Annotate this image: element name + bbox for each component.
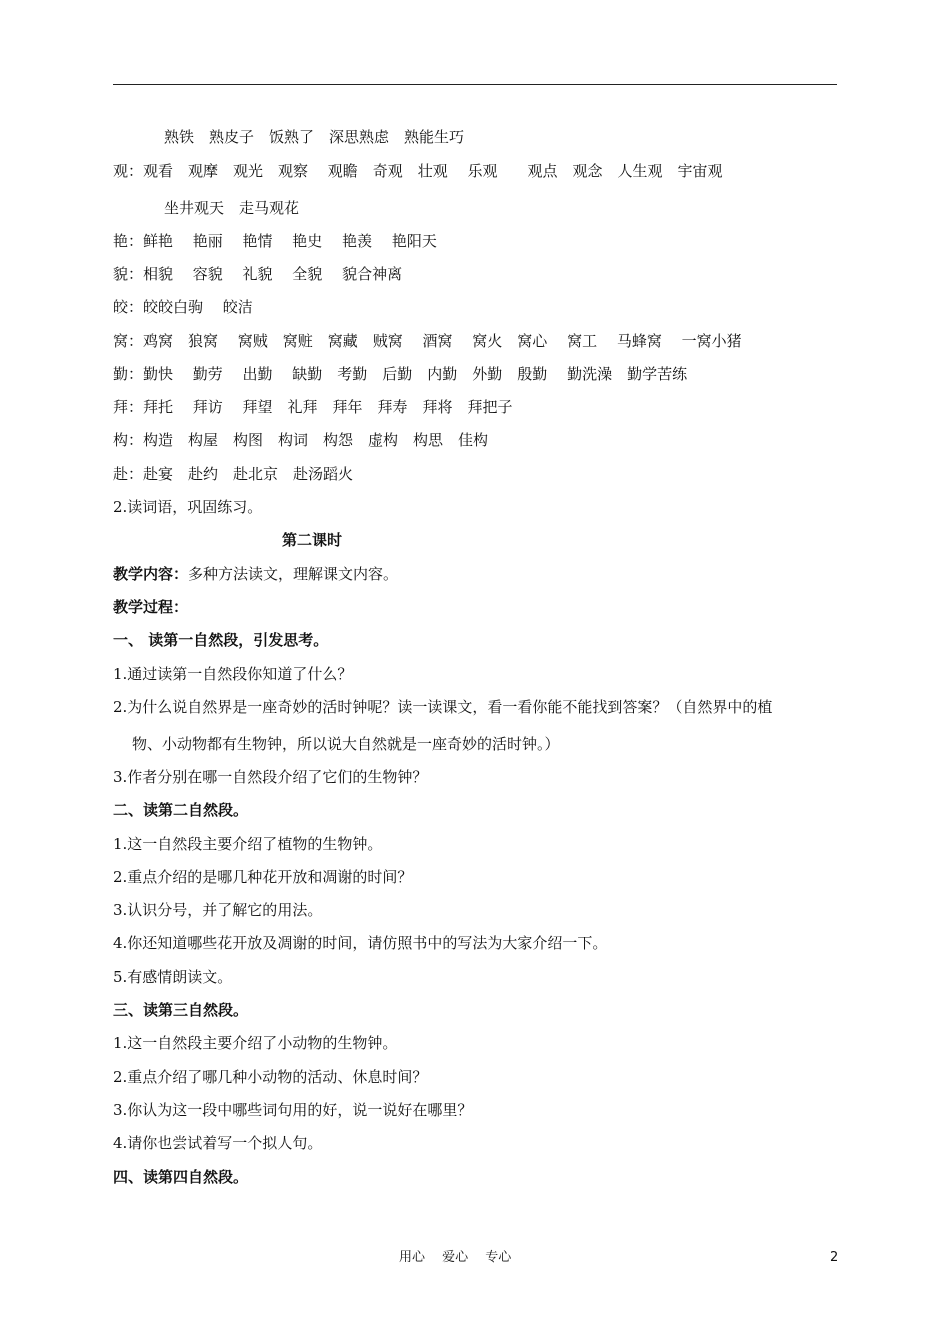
- step-heading: 四、读第四自然段。: [113, 1168, 249, 1186]
- paragraph: 3.认识分号，并了解它的用法。: [113, 901, 323, 919]
- paragraph: 2.为什么说自然界是一座奇妙的活时钟呢？读一读课文，看一看你能不能找到答案？（自然界中的植: [113, 698, 773, 716]
- paragraph: 2.读词语，巩固练习。: [113, 498, 263, 516]
- step-heading: 二、读第二自然段。: [113, 801, 249, 819]
- word-list-line: 坐井观天 走马观花: [164, 199, 300, 217]
- word-list-line: 构：构造 构屋 构图 构词 构怨 虚构 构思 佳构: [113, 431, 489, 449]
- paragraph: 5.有感情朗读文。: [113, 968, 233, 986]
- section-heading: 第二课时: [282, 531, 343, 549]
- word-list-line: 观：观看 观摩 观光 观察 观瞻 奇观 壮观 乐观 观点 观念 人生观 宇宙观: [113, 162, 723, 180]
- teaching-content-label: 教学内容：: [113, 565, 189, 583]
- word-list-line: 拜：拜托 拜访 拜望 礼拜 拜年 拜寿 拜将 拜把子: [113, 398, 513, 416]
- word-list-line: 熟铁 熟皮子 饭熟了 深思熟虑 熟能生巧: [164, 128, 465, 146]
- step-heading: 一、 读第一自然段，引发思考。: [113, 631, 329, 649]
- word-list-line: 赴：赴宴 赴约 赴北京 赴汤蹈火: [113, 465, 354, 483]
- step-heading: 三、读第三自然段。: [113, 1001, 249, 1019]
- word-list-line: 皎：皎皎白驹 皎洁: [113, 298, 253, 316]
- word-list-line: 勤：勤快 勤劳 出勤 缺勤 考勤 后勤 内勤 外勤 殷勤 勤洗澡 勤学苦练: [113, 365, 688, 383]
- paragraph: 3.你认为这一段中哪些词句用的好，说一说好在哪里？: [113, 1101, 473, 1119]
- teaching-content: [113, 564, 398, 584]
- word-list-line: 艳：鲜艳 艳丽 艳情 艳史 艳羡 艳阳天: [113, 232, 437, 250]
- paragraph: 2.重点介绍了哪几种小动物的活动、休息时间？: [113, 1068, 428, 1086]
- paragraph: 1.这一自然段主要介绍了小动物的生物钟。: [113, 1034, 398, 1052]
- footer-motto: 用心 爱心 专心: [399, 1250, 512, 1265]
- page-number: 2: [830, 1250, 839, 1265]
- word-list-line: 貌：相貌 容貌 礼貌 全貌 貌合神离: [113, 265, 403, 283]
- header-rule: [113, 84, 837, 85]
- word-list-line: 窝：鸡窝 狼窝 窝贼 窝赃 窝藏 贼窝 酒窝 窝火 窝心 窝工 马蜂窝 一窝小猪: [113, 332, 742, 350]
- teaching-content-text: 多种方法读文，理解课文内容。: [188, 565, 399, 583]
- paragraph: 4.请你也尝试着写一个拟人句。: [113, 1134, 323, 1152]
- paragraph: 1.通过读第一自然段你知道了什么？: [113, 665, 353, 683]
- paragraph: 物、小动物都有生物钟，所以说大自然就是一座奇妙的活时钟。）: [132, 735, 560, 753]
- teaching-process-label: 教学过程：: [113, 598, 189, 616]
- paragraph: 1.这一自然段主要介绍了植物的生物钟。: [113, 835, 383, 853]
- paragraph: 3.作者分别在哪一自然段介绍了它们的生物钟？: [113, 768, 428, 786]
- paragraph: 4.你还知道哪些花开放及凋谢的时间，请仿照书中的写法为大家介绍一下。: [113, 934, 608, 952]
- paragraph: 2.重点介绍的是哪几种花开放和凋谢的时间？: [113, 868, 413, 886]
